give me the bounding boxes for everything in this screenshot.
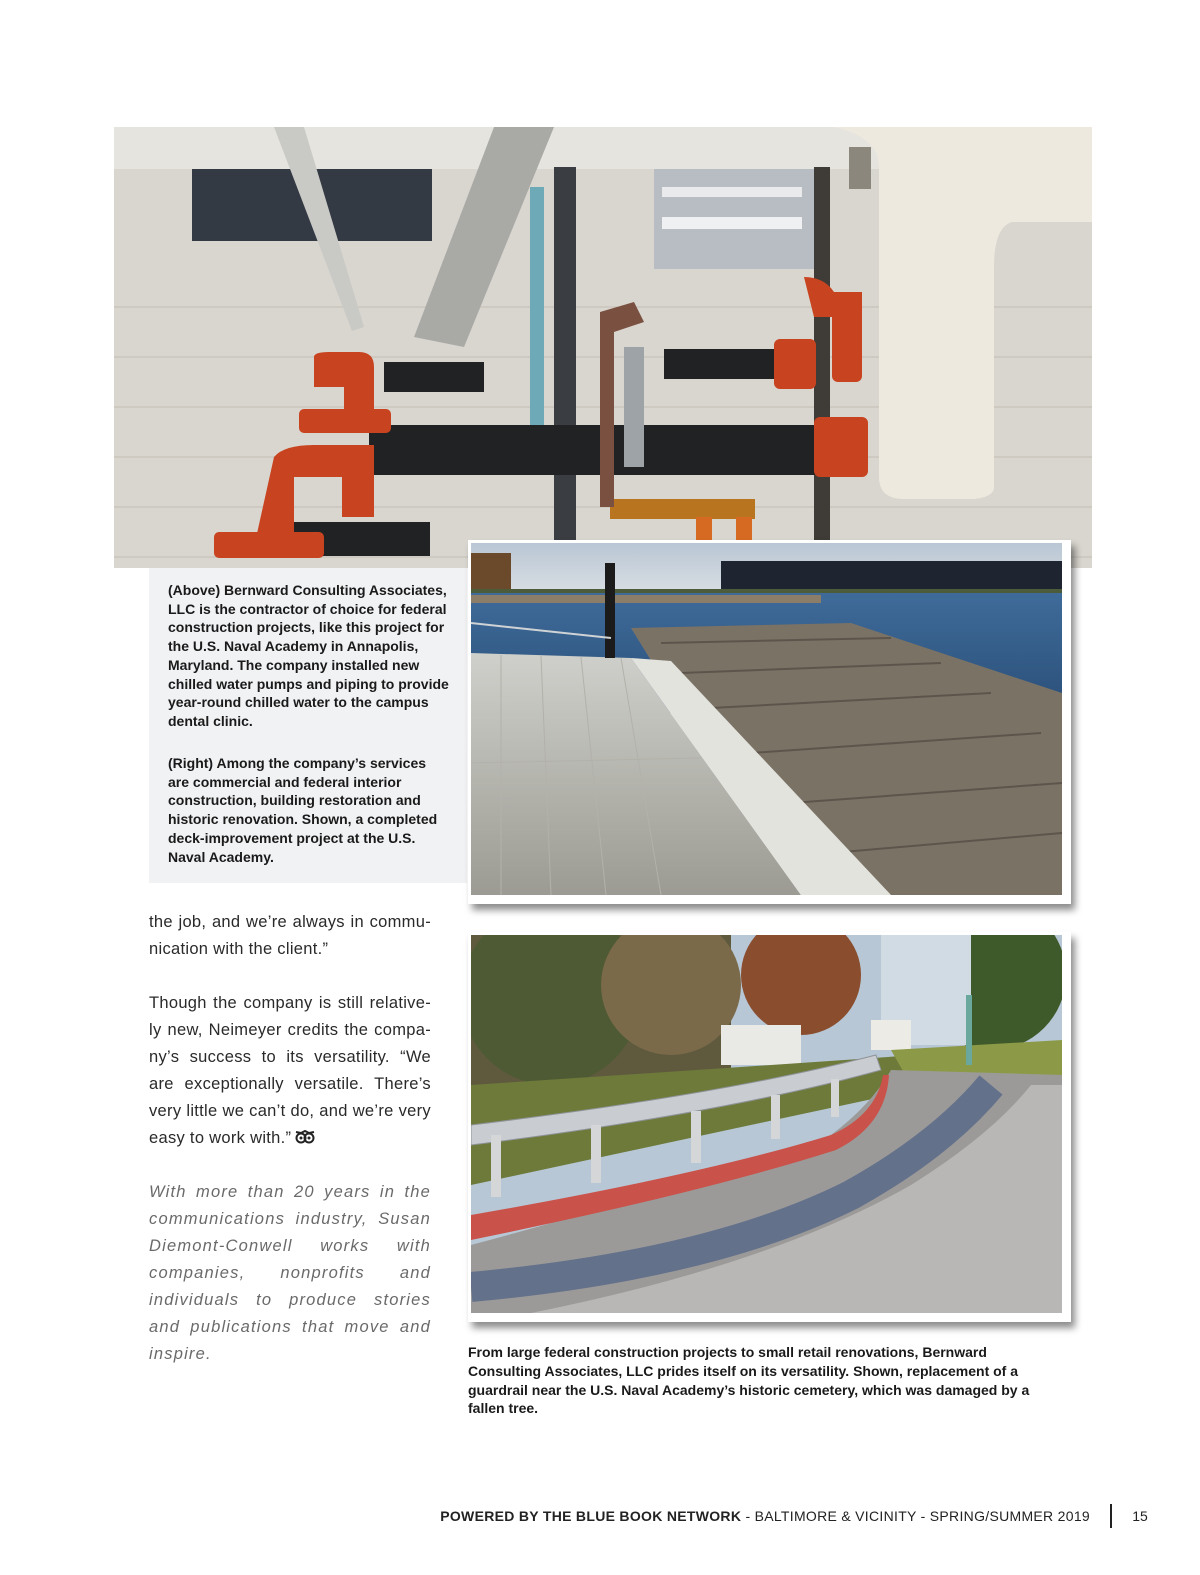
photo-guardrail-replacement — [468, 932, 1071, 1322]
page-number: 15 — [1132, 1508, 1148, 1524]
photo-chilled-water-piping — [114, 127, 1092, 568]
body-paragraph-2-text: Though the company is still relative-ly new, Neimeyer credits the compa-ny’s success to its versatility. “We are exceptionally versatile. There’s very little we can’t do, and we’re very easy to work with.” — [149, 994, 431, 1147]
body-paragraph-2 — [149, 990, 431, 1154]
deck-photo-illustration — [471, 543, 1062, 895]
photo-deck-improvement — [468, 540, 1071, 904]
guardrail-photo-illustration — [471, 935, 1062, 1313]
author-bio: With more than 20 years in the communications industry, Susan Diemont-Conwell works with companies, nonprofits and individuals to produce stories and publications that move and inspire. — [149, 1183, 431, 1363]
footer-divider — [1110, 1504, 1112, 1528]
footer-brand: POWERED BY THE BLUE BOOK NETWORK — [440, 1508, 742, 1524]
caption-bottom: From large federal construction projects to small retail renovations, Bernward Consulting Associates, LLC prides itself on its versatility. Shown, replacement of a guardrail near the U.S. Naval Academy’s historic cemetery, which was damaged by a fallen tree. — [468, 1344, 1030, 1417]
caption-box — [149, 568, 467, 883]
body-paragraph-1: the job, and we’re always in commu-nication with the client.” — [149, 913, 431, 958]
caption-right: (Right) Among the company’s services are commercial and federal interior construction, building restoration and historic renovation. Shown, a completed deck-improvement project at the U.S. Naval Academy. — [168, 755, 438, 865]
footer-issue: - BALTIMORE & VICINITY - SPRING/SUMMER 2019 — [741, 1508, 1090, 1524]
page-footer — [300, 1505, 1090, 1527]
caption-above: (Above) Bernward Consulting Associates, LLC is the contractor of choice for federal construction projects, like this project for the U.S. Naval Academy in Annapolis, Maryland. The company installed new chilled water pumps and piping to provide year-round chilled water to the campus dental clinic. — [168, 582, 449, 729]
piping-photo-illustration — [114, 127, 1092, 568]
owl-icon — [295, 1127, 315, 1154]
